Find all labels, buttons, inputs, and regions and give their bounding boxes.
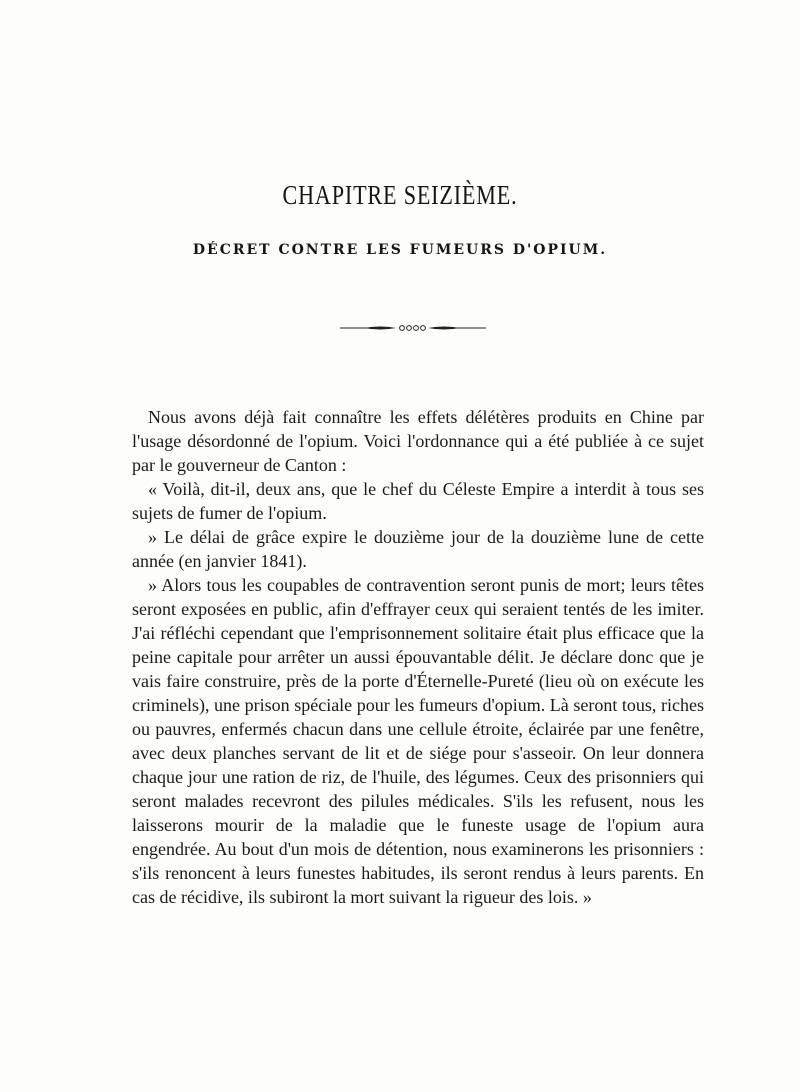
paragraph-quote-2: » Le délai de grâce expire le douzième jour de la douzième lune de cette année (en janvier 1841).	[132, 527, 704, 571]
paragraph-intro: Nous avons déjà fait connaître les effets délétères produits en Chine par l'usage désordonné de l'opium. Voici l'ordonnance qui a été publiée à ce sujet par le gouverneur de Canton :	[132, 407, 704, 475]
chapter-title: CHAPITRE SEIZIÈME.	[282, 180, 518, 210]
body-text	[132, 405, 704, 909]
paragraph-quote-3: » Alors tous les coupables de contravention seront punis de mort; leurs têtes seront exposées en public, afin d'effrayer ceux qui seraient tentés de les imiter. J'ai réfléchi cependant que l'emprisonnement solitaire était plus efficace que la peine capitale pour arrêter un aussi épouvantable délit. Je déclare donc que je vais faire construire, près de la porte d'Éternelle-Pureté (lieu où on exécute les criminels), une prison spéciale pour les fumeurs d'opium. Là seront tous, riches ou pauvres, enfermés chacun dans une cellule étroite, éclairée par une fenêtre, avec deux planches servant de lit et de siége pour s'asseoir. On leur donnera chaque jour une ration de riz, de l'huile, des légumes. Ceux des prisonniers qui seront malades recevront des pilules médicales. S'ils les refusent, nous les laisserons mourir de la maladie que le funeste usage de l'opium aura engendrée. Au bout d'un mois de détention, nous examinerons les prisonniers : s'ils renoncent à leurs funestes habitudes, ils seront rendus à leurs parents. En cas de récidive, ils subiront la mort suivant la rigueur des lois. »	[132, 575, 704, 907]
paragraph-quote-1: « Voilà, dit-il, deux ans, que le chef du Céleste Empire a interdit à tous ses sujets de fumer de l'opium.	[132, 479, 704, 523]
ornament-divider	[340, 323, 486, 333]
chapter-subtitle: DÉCRET CONTRE LES FUMEURS D'OPIUM.	[192, 242, 608, 258]
